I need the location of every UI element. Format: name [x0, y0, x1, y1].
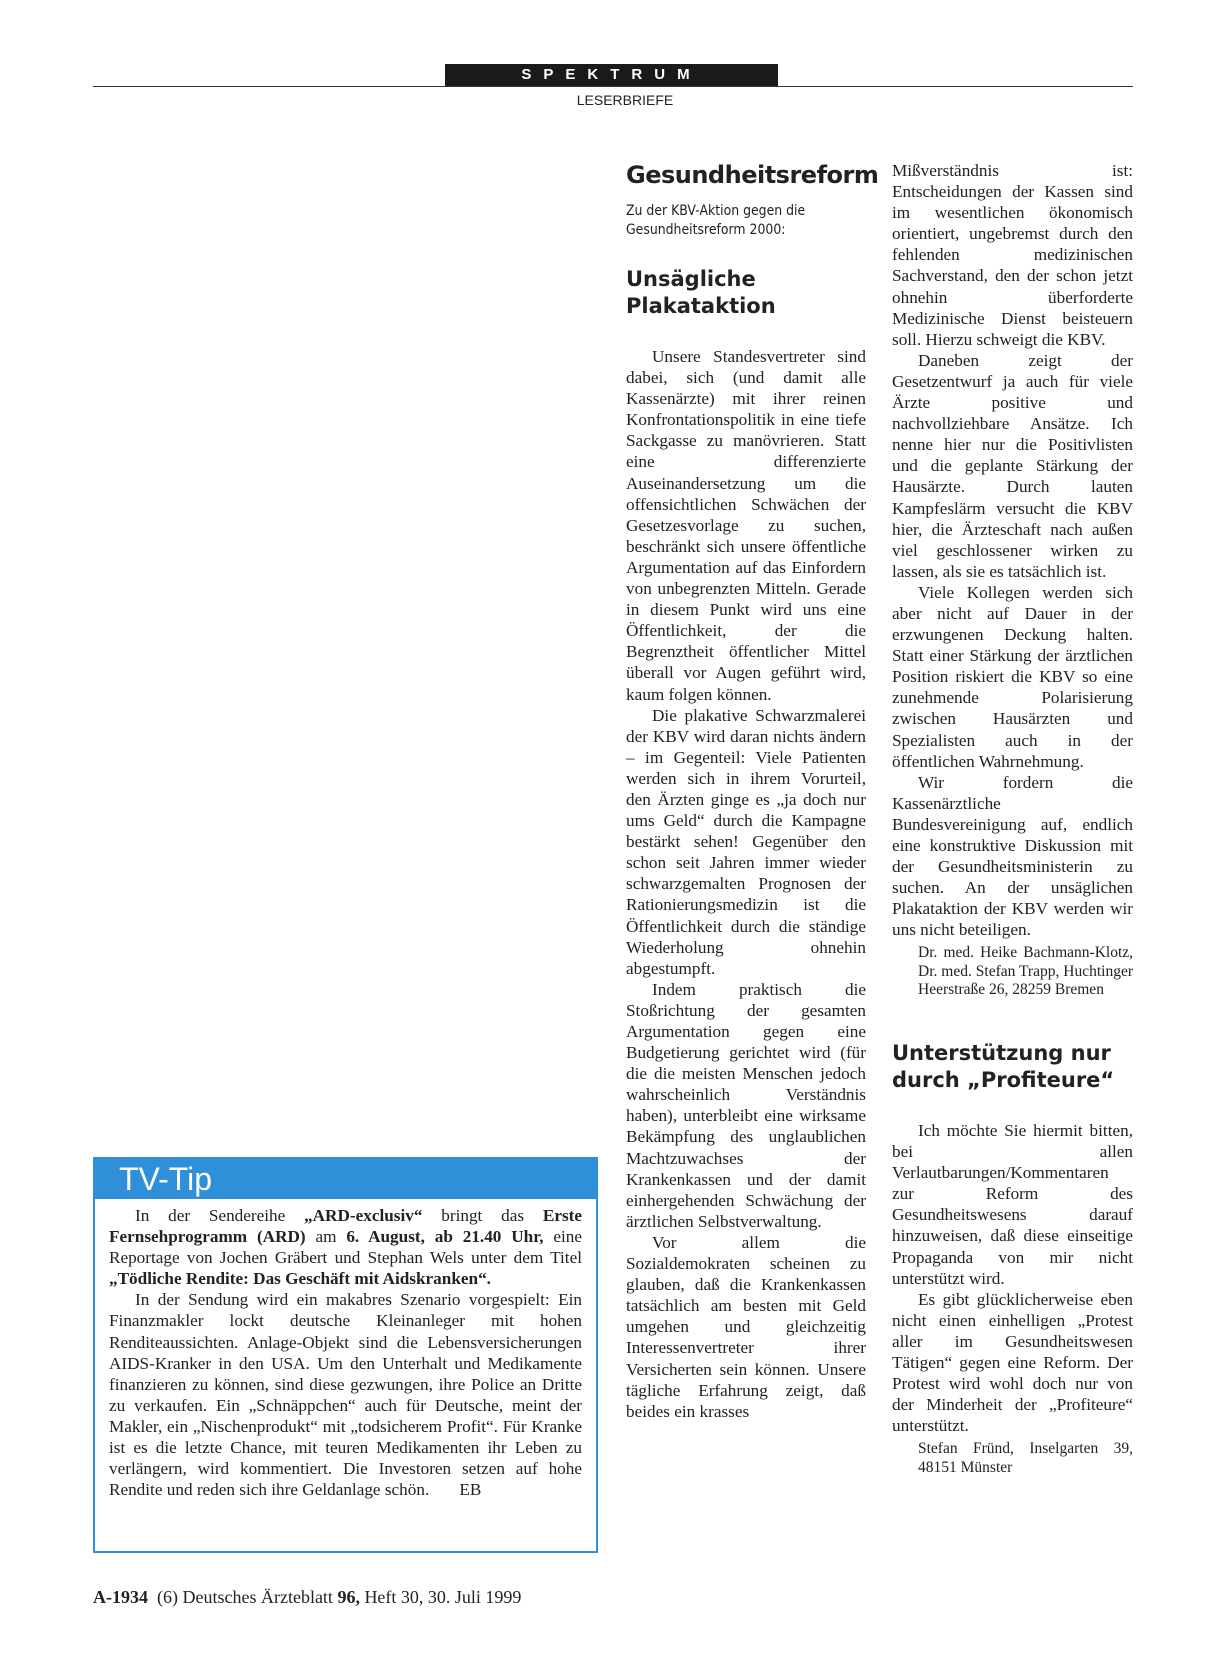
article-column-1	[626, 160, 879, 1422]
tv-tip-series-name: „ARD-exclusiv“	[304, 1206, 423, 1225]
page-footer	[93, 1587, 521, 1608]
tv-tip-text-run: bringt das	[422, 1206, 543, 1225]
tv-tip-text	[109, 1205, 582, 1500]
letter1-paragraph: Vor allem die Sozialdemokraten scheinen zu glauben, daß die Krankenkassen tatsächlich am besten mit Geld umgehen und gleichzeitig Interessenvertreter ihrer Versicherten sein können. Unsere tägliche Erfahrung zeigt, daß beides ein krasses	[626, 1232, 866, 1421]
header-rule	[93, 86, 1133, 87]
volume-number: 96,	[337, 1587, 360, 1607]
letter1-paragraph: Wir fordern die Kassenärztliche Bundesvereinigung auf, endlich eine konstruktive Diskussion mit der Gesundheitsministerin zu suchen. An der unsäglichen Plakataktion der KBV werden wir uns nicht beteiligen.	[892, 772, 1133, 940]
tv-tip-paragraph-2	[109, 1289, 582, 1500]
journal-ref: (6) Deutsches Ärzteblatt	[157, 1587, 333, 1607]
letter2-paragraph: Ich möchte Sie hiermit bitten, bei allen Verlautbarungen/Kommentaren zur Reform des Gesundheitswesens darauf hinzuweisen, daß diese einseitige Propaganda von mir nicht unterstützt wird.	[892, 1120, 1133, 1288]
tv-tip-text-run: eine Reportage von Jochen Gräbert und Stephan Wels unter dem Titel	[109, 1227, 583, 1268]
letter2-headline: Unterstützung nur durch „Profiteure“	[892, 1040, 1115, 1092]
letter1-signature: Dr. med. Heike Bachmann-Klotz, Dr. med. Stefan Trapp, Huchtinger Heerstraße 26, 28259 Bremen	[918, 944, 1133, 999]
article-column-2	[892, 160, 1133, 1477]
section-banner: SPEKTRUM	[445, 64, 778, 86]
issue-date: Heft 30, 30. Juli 1999	[364, 1587, 522, 1607]
letter1-paragraph: Die plakative Schwarzmalerei der KBV wird daran nichts ändern – im Gegenteil: Viele Patienten werden sich in ihrem Vorurteil, den Ärzten ginge es „ja doch nur ums Geld“ durch die Kampagne bestärkt sehen! Gegenüber den schon seit Jahren immer wieder schwarzgemalten Prognosen der Rationierungsmedizin ist die Öffentlichkeit durch die ständige Wiederholung ohnehin abgestumpft.	[626, 705, 866, 978]
tv-tip-text-run: am	[305, 1227, 347, 1247]
tv-tip-datetime: 6. August, ab 21.40 Uhr,	[346, 1227, 544, 1247]
letter2-signature: Stefan Fründ, Inselgarten 39, 48151 Münster	[918, 1440, 1133, 1476]
tv-tip-paragraph-1	[109, 1205, 582, 1289]
letter1-headline: Unsägliche Plakataktion	[626, 267, 776, 318]
letter2-paragraph: Es gibt glücklicherweise eben nicht einen einhelligen „Protest aller im Gesundheitswesen Tätigen“ gegen eine Reform. Der Protest wird wohl doch nur von der Minderheit der „Profiteure“ unterstützt.	[892, 1289, 1133, 1436]
tv-tip-text-run: In der Sendereihe	[135, 1206, 305, 1225]
tv-tip-programme-title: „Tödliche Rendite: Das Geschäft mit Aidskranken“.	[109, 1269, 491, 1289]
letter1-paragraph: Indem praktisch die Stoßrichtung der gesamten Argumentation gegen eine Budgetierung gerichtet wird (für die die meisten Menschen jedoch wahrscheinlich Verständnis haben), unterbleibt eine wirksame Bekämpfung des unglaublichen Machtzuwachses der Krankenkassen und der damit einhergehenden Schwächung der ärztlichen Selbstverwaltung.	[626, 979, 866, 1231]
tv-tip-title: TV-Tip	[95, 1159, 596, 1199]
tv-tip-box	[93, 1157, 598, 1553]
letter1-paragraph: Unsere Standesvertreter sind dabei, sich (und damit alle Kassenärzte) mit ihrer reinen Konfrontationspolitik in eine tiefe Sackgasse zu manövrieren. Statt eine differenzierte Auseinandersetzung um die offensichtlichen Schwächen der Gesetzesvorlage zu suchen, beschränkt sich unsere öffentliche Argumentation auf das Einfordern von unbegrenzten Mitteln. Gerade in diesem Punkt wird uns eine Öffentlichkeit, der die Begrenztheit öffentlicher Mittel überall vor Augen geführt wird, kaum folgen können.	[626, 347, 866, 704]
page-number: A-1934	[93, 1587, 148, 1607]
tv-tip-body: In der Sendung wird ein makabres Szenario vorgespielt: Ein Finanzmakler lockt deutsche Kleinanleger mit hohen Renditeaussichten. Anlage-Objekt sind die Lebensversicherungen AIDS-Kranker in den USA. Um den Unterhalt und Medikamente finanzieren zu können, sind diese gezwungen, ihre Police an Dritte zu verkaufen. Ein „Schnäppchen“ auch für Deutsche, meint der Makler, ein „Nischenprodukt“ mit „todsicherem Profit“. Für Kranke ist es die letzte Chance, mit teuren Medikamenten ihr Leben zu verlängern, wird kommentiert. Die Investoren setzen auf hohe Rendite und reden sich ihre Geldanlage schön.	[109, 1290, 582, 1500]
letter1-paragraph: Viele Kollegen werden sich aber nicht auf Dauer in der erzwungenen Deckung halten. Statt einer Stärkung der ärztlichen Position riskiert die KBV so eine zunehmende Polarisierung zwischen Hausärzten und Spezialisten auch in der öffentlichen Wahrnehmung.	[892, 582, 1133, 771]
tv-tip-author: EB	[459, 1480, 482, 1500]
subsection-label: LESERBRIEFE	[576, 92, 674, 108]
letter1-paragraph: Daneben zeigt der Gesetzentwurf ja auch für viele Ärzte positive und nachvollziehbare Ansätze. Ich nenne hier nur die Positivlisten und die geplante Stärkung der Hausärzte. Durch lauten Kampfeslärm versucht die KBV hier, die Ärzteschaft nach außen viel geschlossener wirken zu lassen, als sie es tatsächlich ist.	[892, 350, 1133, 581]
tv-tip-channel: Erste Fernsehprogramm (ARD)	[109, 1206, 582, 1247]
letter1-paragraph: Mißverständnis ist: Entscheidungen der Kassen sind im wesentlichen ökonomisch orientiert, ungebremst durch den fehlenden medizinischen Sachverstand, den der schon jetzt ohnehin überforderte Medizinische Dienst beisteuern soll. Hierzu schweigt die KBV.	[892, 161, 1133, 349]
article-kicker: Zu der KBV-Aktion gegen die Gesundheitsreform 2000:	[626, 203, 806, 238]
article-title: Gesundheitsreform	[626, 161, 879, 189]
